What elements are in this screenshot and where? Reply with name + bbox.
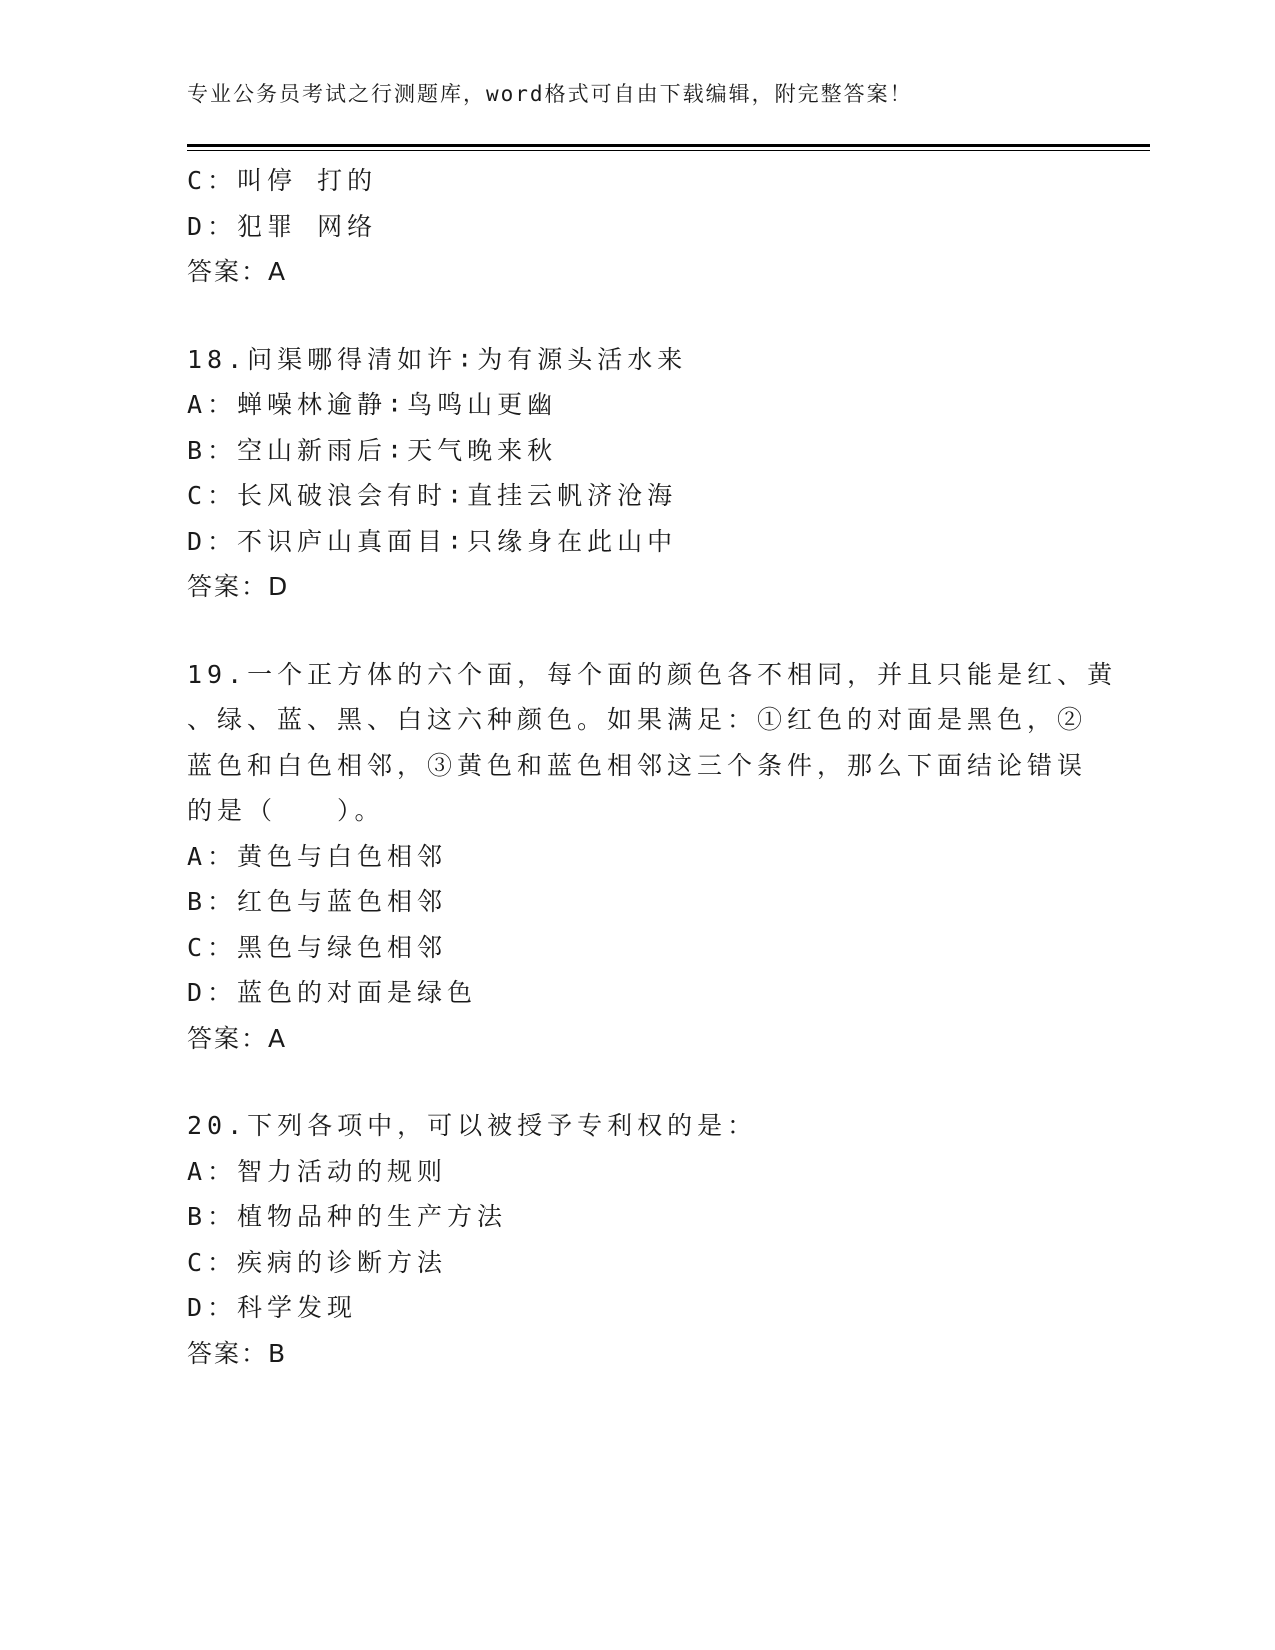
option-c: C：黑色与绿色相邻 <box>187 932 448 962</box>
option-a: A：蝉噪林逾静∶鸟鸣山更幽 <box>187 390 558 419</box>
spacer <box>187 295 1087 337</box>
answer-line: 答案：D <box>187 572 290 601</box>
option-b: B：植物品种的生产方法 <box>187 1202 508 1231</box>
header-rule-thin <box>187 150 1150 151</box>
option-d: D：犯罪 网络 <box>187 211 378 241</box>
question-content <box>187 158 1118 1376</box>
question-stem-line: 的是（ ）。 <box>187 796 385 825</box>
question-stem-line: 蓝色和白色相邻，③黄色和蓝色相邻这三个条件，那么下面结论错误 <box>187 750 1088 780</box>
option-c: C：叫停 打的 <box>187 166 378 195</box>
option-a: A：智力活动的规则 <box>187 1156 448 1186</box>
answer-line: 答案：A <box>187 1023 288 1053</box>
option-c: C：疾病的诊断方法 <box>187 1247 448 1277</box>
question-stem: 18.问渠哪得清如许∶为有源头活水来 <box>187 344 688 374</box>
option-d: D：科学发现 <box>187 1293 358 1322</box>
question-stem-line: 19.一个正方体的六个面，每个面的颜色各不相同，并且只能是红、黄 <box>187 659 1118 689</box>
header-rule-thick <box>187 144 1150 147</box>
option-a: A：黄色与白色相邻 <box>187 841 448 871</box>
answer-line: 答案：A <box>187 257 288 286</box>
question-17-tail <box>187 158 1087 295</box>
question-stem-line: 、绿、蓝、黑、白这六种颜色。如果满足：①红色的对面是黑色，② <box>187 705 1088 734</box>
option-c: C：长风破浪会有时∶直挂云帆济沧海 <box>187 481 678 510</box>
question-stem: 20.下列各项中，可以被授予专利权的是： <box>187 1111 758 1140</box>
question-20 <box>187 1103 1087 1376</box>
answer-line: 答案：B <box>187 1338 288 1368</box>
option-d: D：不识庐山真面目∶只缘身在此山中 <box>187 526 678 556</box>
question-19 <box>187 652 1118 1062</box>
option-b: B：红色与蓝色相邻 <box>187 887 448 916</box>
spacer <box>187 1061 1087 1103</box>
page-header: 专业公务员考试之行测题库，word格式可自由下载编辑，附完整答案！ <box>187 82 913 106</box>
option-d: D：蓝色的对面是绿色 <box>187 978 478 1007</box>
question-18 <box>187 337 1087 610</box>
option-b: B：空山新雨后∶天气晚来秋 <box>187 435 558 465</box>
spacer <box>187 610 1087 652</box>
